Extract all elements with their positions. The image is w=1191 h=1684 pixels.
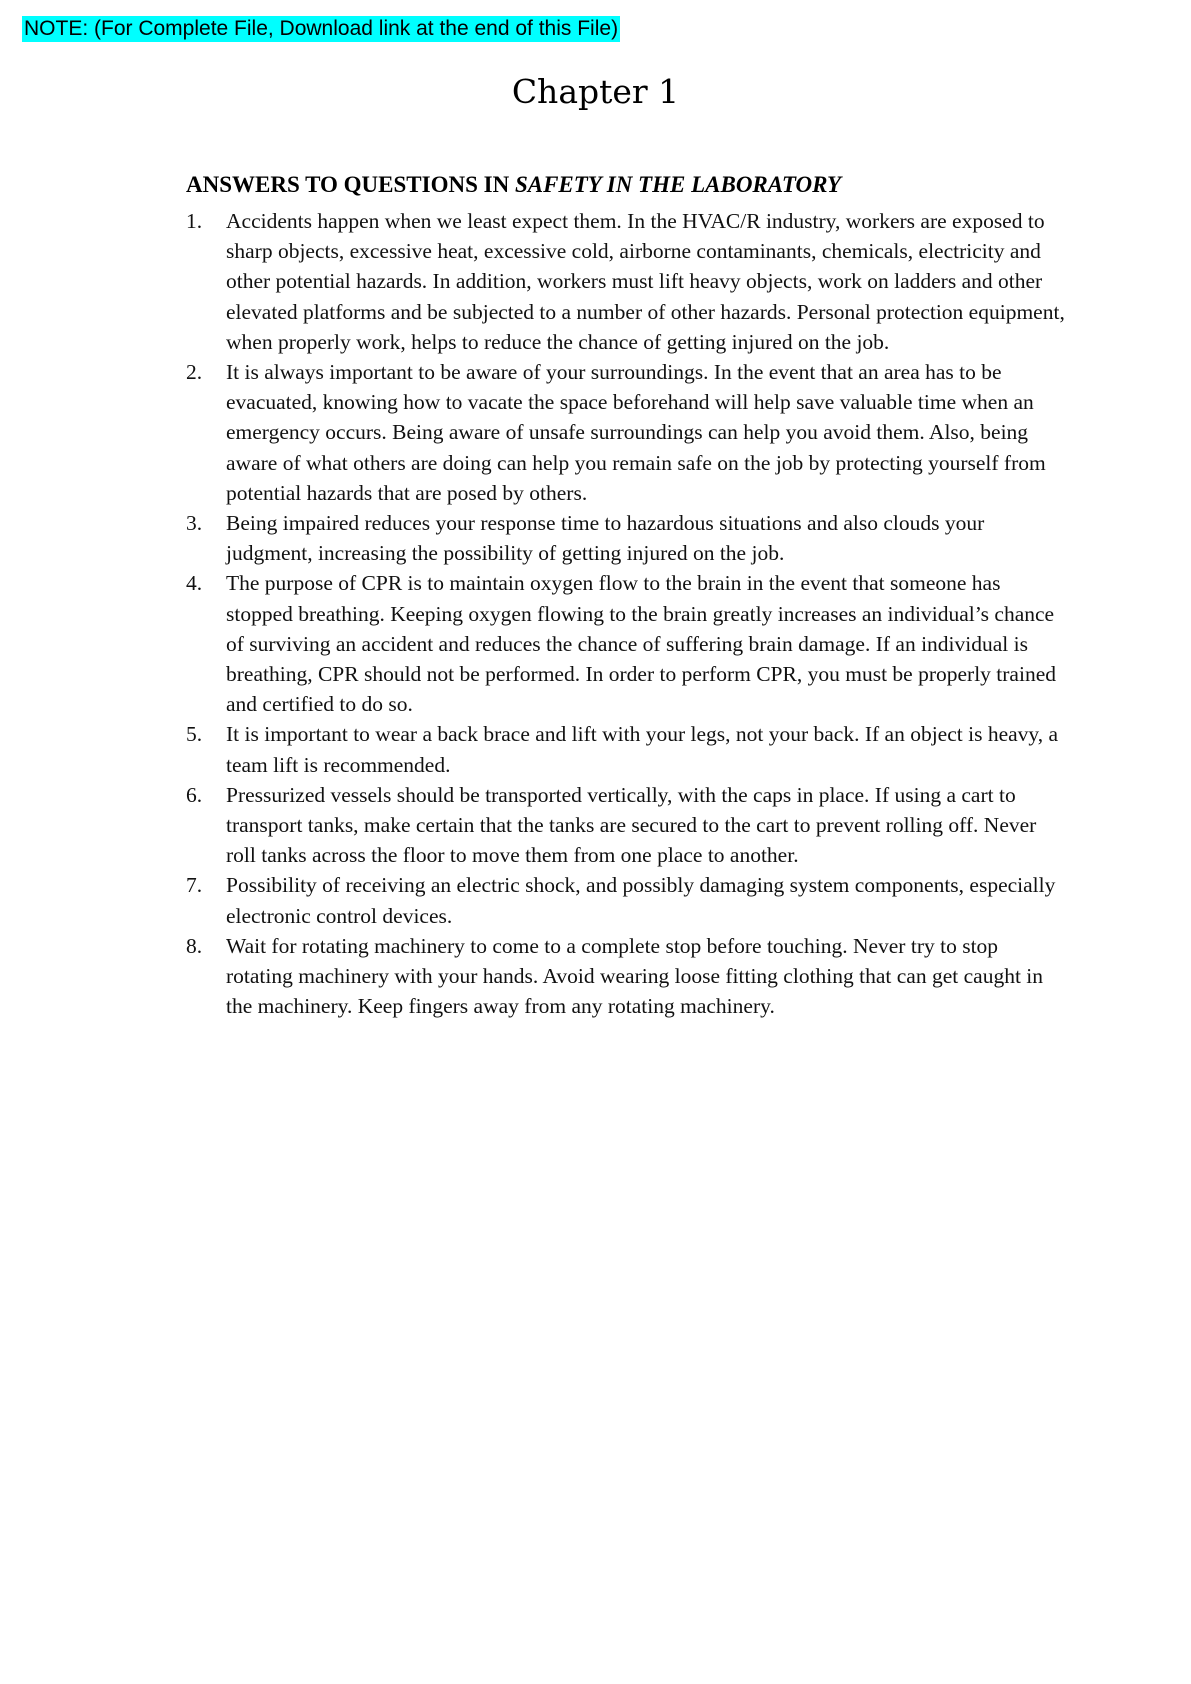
answer-number: 8. — [186, 933, 203, 958]
answer-number: 7. — [186, 873, 203, 898]
section-heading — [186, 170, 1066, 200]
answer-text: Pressurized vessels should be transported vertically, with the caps in place. If using a cart to transport tanks, make certain that the tanks are secured to the cart to prevent rolling off. Never roll tanks across the floor to move them from one place to another. — [226, 782, 1037, 868]
answer-text: Being impaired reduces your response time to hazardous situations and also clouds your judgment, increasing the possibility of getting injured on the job. — [226, 511, 985, 566]
answer-item-4 — [186, 568, 1066, 719]
answer-text: Wait for rotating machinery to come to a complete stop before touching. Never try to stop rotating machinery with your hands. Avoid wearing loose fitting clothing that can get caught in the machinery. Keep fingers away from any rotating machinery. — [226, 933, 1044, 1019]
document-body — [186, 170, 1066, 1021]
section-heading-italic: SAFETY IN THE LABORATORY — [514, 172, 842, 197]
answers-list — [186, 206, 1066, 1021]
answer-number: 4. — [186, 571, 203, 596]
download-note-banner: NOTE: (For Complete File, Download link at the end of this File) — [24, 17, 619, 40]
answer-item-2 — [186, 357, 1066, 508]
answer-number: 1. — [186, 209, 203, 233]
section-heading-prefix: ANSWERS TO QUESTIONS IN — [186, 172, 515, 197]
answer-item-5 — [186, 719, 1066, 779]
answer-number: 2. — [186, 360, 203, 385]
answer-item-3 — [186, 508, 1066, 568]
answer-item-1 — [186, 206, 1066, 357]
answer-number: 5. — [186, 722, 203, 747]
answer-number: 6. — [186, 782, 203, 807]
answer-number: 3. — [186, 511, 203, 536]
answer-text: Accidents happen when we least expect them. In the HVAC/R industry, workers are exposed to sharp objects, excessive heat, excessive cold, airborne contaminants, chemicals, electricity and other potential hazards. In addition, workers must lift heavy objects, work on ladders and other elevated platforms and be subjected to a number of other hazards. Personal protection equipment, when properly work, helps to reduce the chance of getting injured on the job. — [226, 209, 1065, 354]
answer-item-6 — [186, 780, 1066, 871]
answer-text: It is always important to be aware of your surroundings. In the event that an area has to be evacuated, knowing how to vacate the space beforehand will help save valuable time when an emergency occurs. Being aware of unsafe surroundings can help you avoid them. Also, being aware of what others are doing can help you remain safe on the job by protecting yourself from potential hazards that are posed by others. — [226, 360, 1046, 505]
answer-item-7 — [186, 870, 1066, 930]
answer-text: The purpose of CPR is to maintain oxygen flow to the brain in the event that someone has stopped breathing. Keeping oxygen flowing to the brain greatly increases an individual’s chance of surviving an accident and reduces the chance of suffering brain damage. If an individual is breathing, CPR should not be performed. In order to perform CPR, you must be properly trained and certified to do so. — [226, 571, 1056, 717]
answer-text: Possibility of receiving an electric shock, and possibly damaging system components, especially electronic control devices. — [226, 873, 1056, 928]
answer-item-8 — [186, 931, 1066, 1022]
answer-text: It is important to wear a back brace and lift with your legs, not your back. If an object is heavy, a team lift is recommended. — [226, 722, 1059, 777]
chapter-title: Chapter 1 — [511, 72, 680, 111]
